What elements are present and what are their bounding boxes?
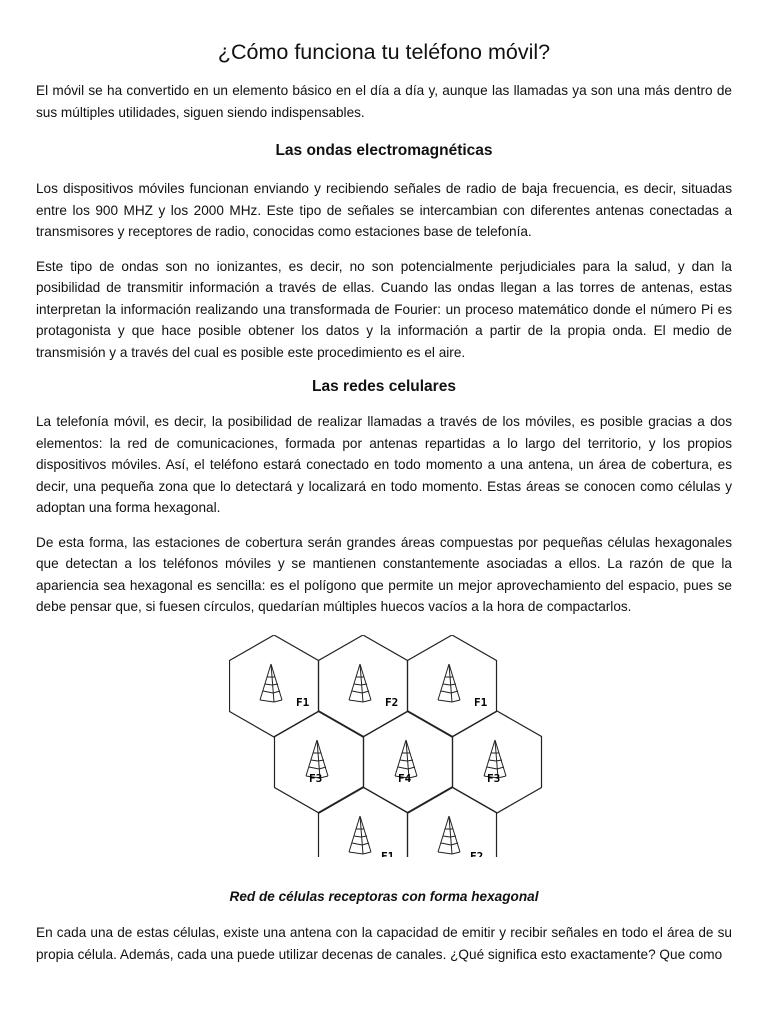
antenna-tower-icon <box>438 816 460 854</box>
intro-paragraph: El móvil se ha convertido en un elemento básico en el día a día y, aunque las llamadas ya son una más dentro de sus múltiples utilidades, siguen siendo indispensables. <box>36 83 732 120</box>
cell-frequency-label: F2 <box>385 696 399 709</box>
closing-paragraph: En cada una de estas células, existe una antena con la capacidad de emitir y recibir señales en todo el área de su propia célula. Además, cada una puede utilizar decenas de canales. ¿Qué significa esto exactamente? Que como <box>36 925 732 962</box>
paragraph-redes-2: De esta forma, las estaciones de cobertura serán grandes áreas compuestas por pequeñas células hexagonales que detectan a los teléfonos móviles y se mantienen constantemente asociadas a ellos. La razón de que la apariencia sea hexagonal es sencilla: es el polígono que permite un mejor aprovechamiento del espacio, pues se debe pensar que, si fuesen círculos, quedarían múltiples huecos vacíos a la hora de compactarlos. <box>36 534 732 614</box>
paragraph-ondas-1: Los dispositivos móviles funcionan enviando y recibiendo señales de radio de baja frecuencia, es decir, situadas entre los 900 MHZ y los 2000 MHz. Este tipo de señales se intercambian con diferentes antenas conectadas a transmisores y receptores de radio, conocidas como estaciones base de telefonía. <box>36 181 732 239</box>
paragraph-redes-1: La telefonía móvil, es decir, la posibilidad de realizar llamadas a través de los móviles, es posible gracias a dos elementos: la red de comunicaciones, formada por antenas repartidas a lo largo del territorio, y los propios dispositivos móviles. Así, el teléfono estará conectado en todo momento a una antena, un área de cobertura, es decir, una pequeña zona que lo detectará y localizará en todo momento. Estas áreas se conocen como células y adoptan una forma hexagonal. <box>36 414 732 515</box>
antenna-tower-icon <box>349 664 371 702</box>
cell-frequency-label: F1 <box>381 850 395 857</box>
hexagon-cell <box>408 787 497 857</box>
cell-frequency-label: F1 <box>474 696 488 709</box>
cell-frequency-label: F3 <box>309 772 323 785</box>
hexagon-cell <box>319 635 408 737</box>
hexagon-cell <box>319 787 408 857</box>
hexagon-grid <box>229 635 549 857</box>
cell-frequency-label: F4 <box>398 772 412 785</box>
paragraph-ondas-2: Este tipo de ondas son no ionizantes, es decir, no son potencialmente perjudiciales para la salud, y dan la posibilidad de transmitir información a través de ellas. Cuando las ondas llegan a las torres de antenas, estas interpretan la información realizando una transformada de Fourier: un proceso matemático donde el número Pi es protagonista y que hace posible obtener los datos y la información a partir de la propia onda. El medio de transmisión y a través del cual es posible este procedimiento es el aire. <box>36 258 732 360</box>
antenna-tower-icon <box>260 664 282 702</box>
section-heading-ondas: Las ondas electromagnéticas <box>275 142 493 159</box>
hexagon-cell <box>408 635 497 737</box>
section-heading-redes: Las redes celulares <box>312 378 456 395</box>
antenna-tower-icon <box>438 664 460 702</box>
antenna-tower-icon <box>349 816 371 854</box>
cell-frequency-label: F1 <box>296 696 310 709</box>
document-page <box>36 0 732 618</box>
page-title: ¿Cómo funciona tu teléfono móvil? <box>217 40 551 64</box>
hexagon-cell-diagram <box>229 635 549 857</box>
hexagon-cell <box>230 635 319 737</box>
cell-frequency-label: F3 <box>487 772 501 785</box>
cell-frequency-label: F2 <box>470 850 484 857</box>
figure-caption: Red de células receptoras con forma hexagonal <box>229 889 539 904</box>
